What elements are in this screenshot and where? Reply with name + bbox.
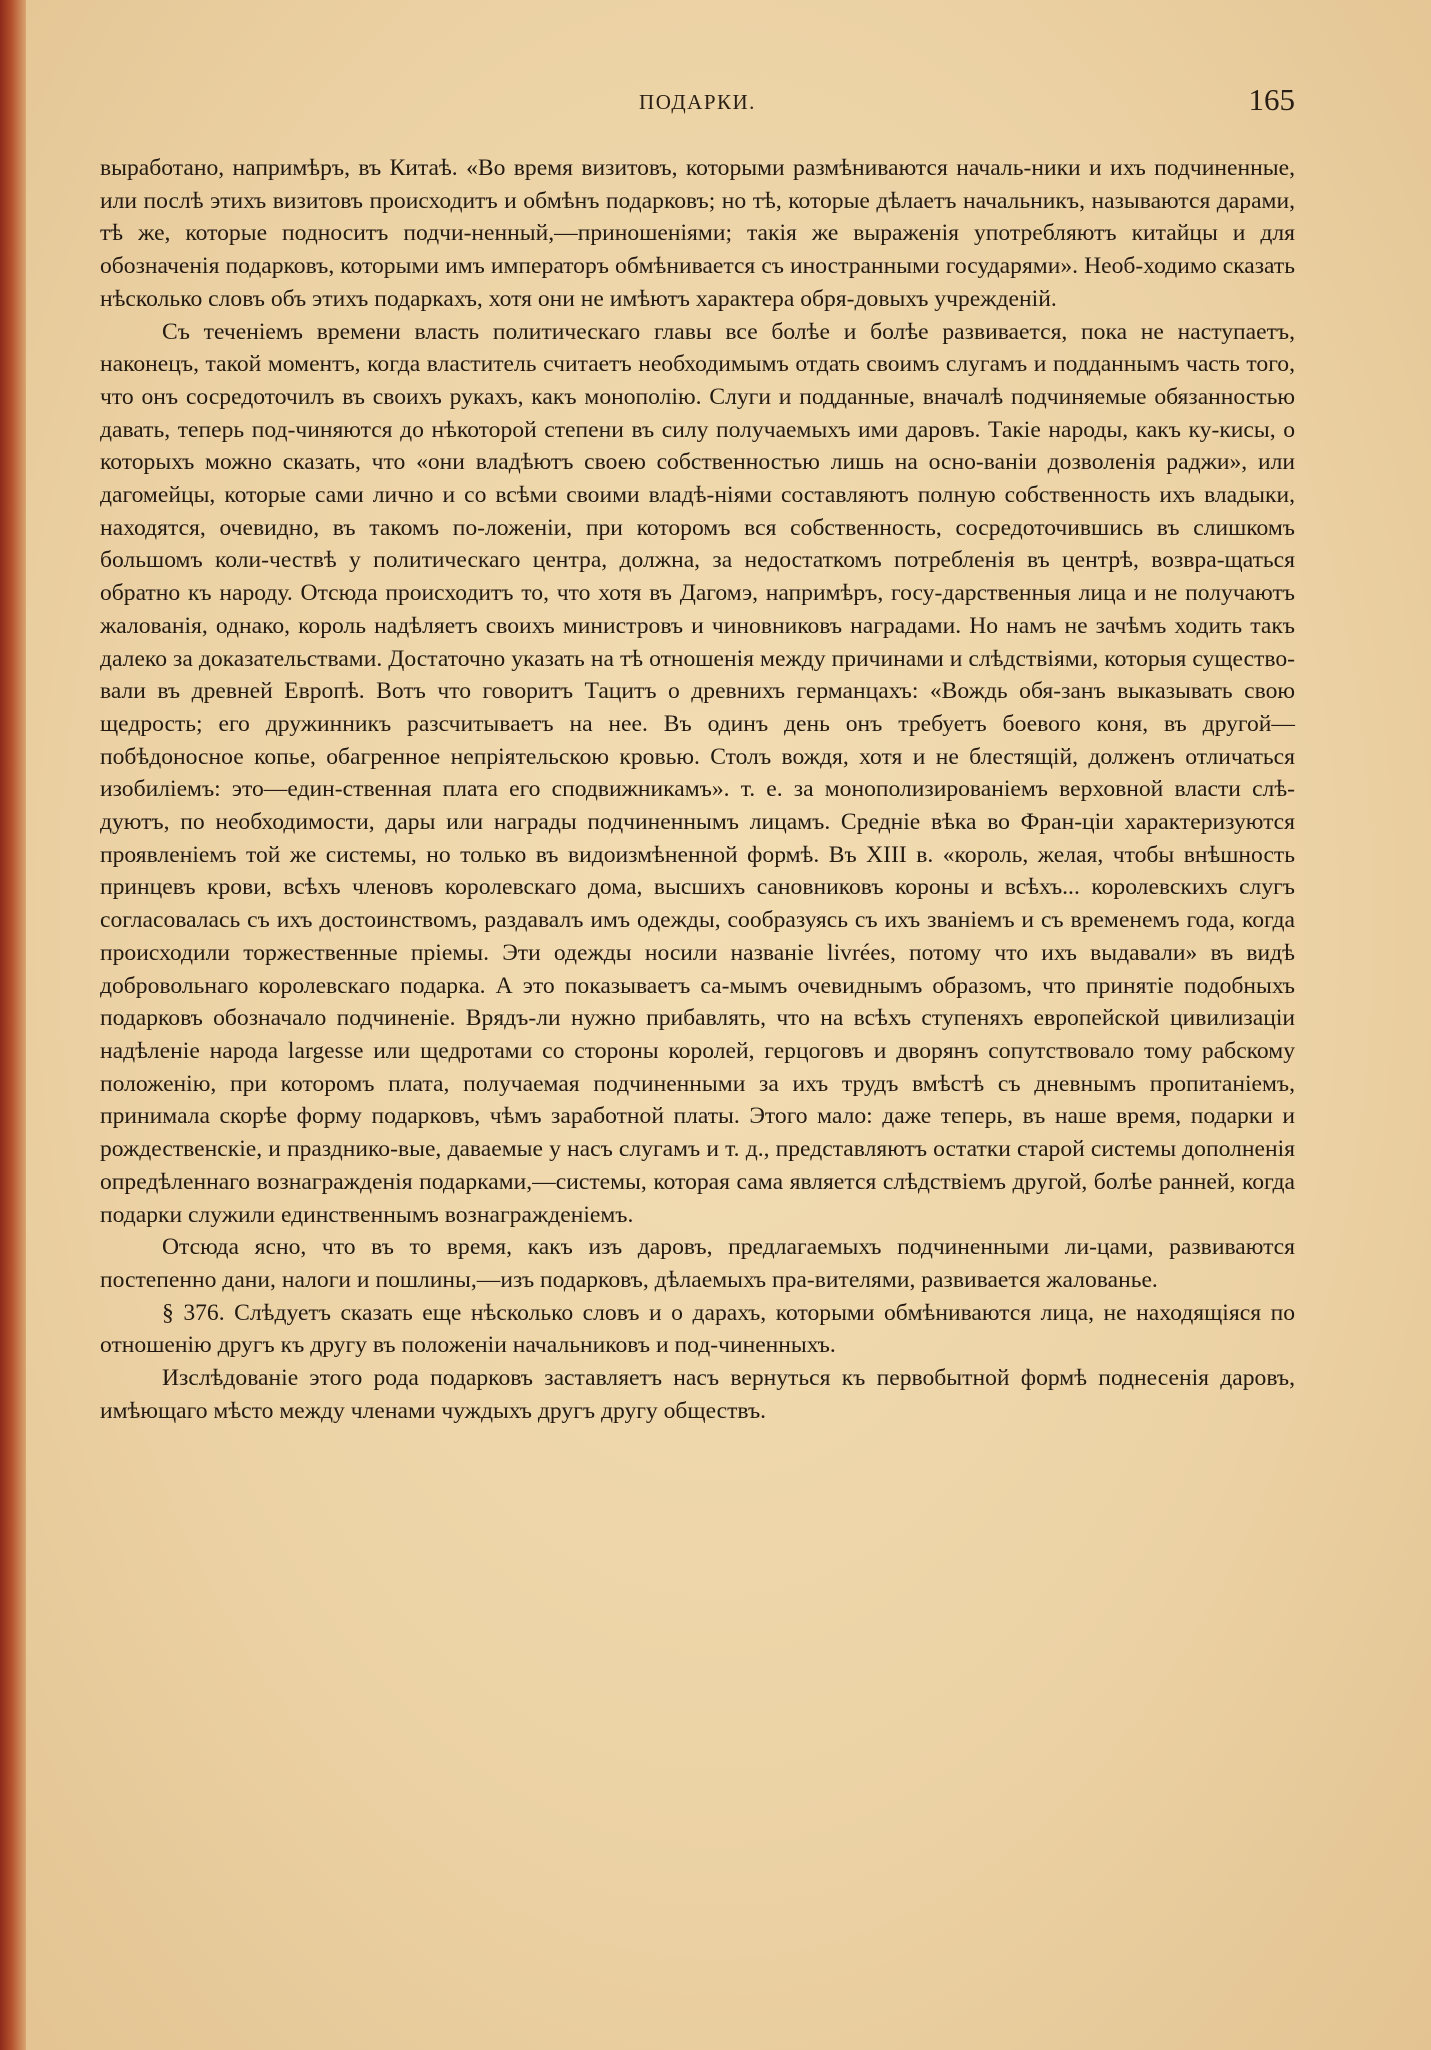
paragraph-continuation: выработано, напримѣръ, въ Китаѣ. «Во время визитовъ, которыми размѣниваются началь-ники и ихъ подчиненные, или послѣ этихъ визитовъ происходитъ и обмѣнъ подарковъ; но тѣ, которые дѣлаетъ начальникъ, называются дарами, тѣ же, которые подноситъ подчи-ненный,—приношеніями; такія же выраженія употребляютъ китайцы и для обозначенія подарковъ, которыми имъ императоръ обмѣнивается съ иностранными государями». Необ-ходимо сказать нѣсколько словъ объ этихъ подаркахъ, хотя они не имѣютъ характера обря-довыхъ учрежденій. [100,155,1295,312]
paragraph-conclusion: Отсюда ясно, что въ то время, какъ изъ даровъ, предлагаемыхъ подчиненными ли-цами, развиваются постепенно дани, налоги и пошлины,—изъ подарковъ, дѣлаемыхъ пра-вителями, развивается жалованье. [100,1234,1295,1293]
book-spine-edge [0,0,26,2050]
paragraph-section-376: § 376. Слѣдуетъ сказать еще нѣсколько словъ и о дарахъ, которыми обмѣниваются лица, не находящіяся по отношенію другъ къ другу въ положеніи начальниковъ и под-чиненныхъ. [100,1299,1295,1359]
page-header [100,82,1295,122]
paragraph-investigation: Изслѣдованіе этого рода подарковъ заставляетъ насъ вернуться къ первобытной формѣ поднесенія даровъ, имѣющаго мѣсто между членами чуждыхъ другъ другу обществъ. [100,1365,1295,1424]
paragraph-political-power: Съ теченіемъ времени власть политическаго главы все болѣе и болѣе развивается, пока не наступаетъ, наконецъ, такой моментъ, когда властитель считаетъ необходимымъ отдать своимъ слугамъ и подданнымъ часть того, что онъ сосредоточилъ въ своихъ рукахъ, какъ монополію. Слуги и подданные, вначалѣ подчиняемые обязанностью давать, теперь под-чиняются до нѣкоторой степени въ силу получаемыхъ ими даровъ. Такіе народы, какъ ку-кисы, о которыхъ можно сказать, что «они владѣютъ своею собственностью лишь на осно-ваніи дозволенія раджи», или дагомейцы, которые сами лично и со всѣми своими владѣ-ніями составляютъ полную собственность ихъ владыки, находятся, очевидно, въ такомъ по-ложеніи, при которомъ вся собственность, сосредоточившись въ слишкомъ большомъ коли-чествѣ у политическаго центра, должна, за недостаткомъ потребленія въ центрѣ, возвра-щаться обратно къ народу. Отсюда происходитъ то, что хотя въ Дагомэ, напримѣръ, госу-дарственныя лица и не получаютъ жалованія, однако, король надѣляетъ своихъ министровъ и чиновниковъ наградами. Но намъ не зачѣмъ ходить такъ далеко за доказательствами. Достаточно указать на тѣ отношенія между причинами и слѣдствіями, которыя существо-вали въ древней Европѣ. Вотъ что говоритъ Тацитъ о древнихъ германцахъ: «Вождь обя-занъ выказывать свою щедрость; его дружинникъ разсчитываетъ на нее. Въ одинъ день онъ требуетъ боевого коня, въ другой—побѣдоносное копье, обагренное непріятельскою кровью. Столъ вождя, хотя и не блестящій, долженъ отличаться изобиліемъ: это—един-ственная плата его сподвижникамъ». т. е. за монополизированіемъ верховной власти слѣ-дуютъ, по необходимости, дары или награды подчиненнымъ лицамъ. Средніе вѣка во Фран-ціи характеризуются проявленіемъ той же системы, но только въ видоизмѣненной формѣ. Въ XIII в. «король, желая, чтобы внѣшность принцевъ крови, всѣхъ членовъ королевскаго дома, высшихъ сановниковъ короны и всѣхъ... королевскихъ слугъ согласовалась съ ихъ достоинствомъ, раздавалъ имъ одежды, сообразуясь съ ихъ званіемъ и съ временемъ года, когда происходили торжественные пріемы. Эти одежды носили названіе livrées, потому что ихъ выдавали» въ видѣ добровольнаго королевскаго подарка. А это показываетъ са-мымъ очевиднымъ образомъ, что принятіе подобныхъ подарковъ обозначало подчиненіе. Врядъ-ли нужно прибавлять, что на всѣхъ ступеняхъ европейской цивилизаціи надѣленіе народа largesse или щедротами со стороны королей, герцоговъ и дворянъ сопутствовало тому рабскому положенію, при которомъ плата, получаемая подчиненными за ихъ трудъ вмѣстѣ съ дневнымъ пропитаніемъ, принимала скорѣе форму подарковъ, чѣмъ заработной платы. Этого мало: даже теперь, въ наше время, подарки и рождественскіе, и празднико-вые, даваемые у насъ слугамъ и т. д., представляютъ остатки старой системы дополненія опредѣленнаго вознагражденія подарками,—системы, которая сама является слѣдствіемъ другой, болѣе ранней, когда подарки служили единственнымъ вознагражденіемъ. [100,318,1295,1228]
page-number: 165 [1248,82,1295,117]
running-title: ПОДАРКИ. [639,90,756,114]
page-body [100,152,1295,1427]
